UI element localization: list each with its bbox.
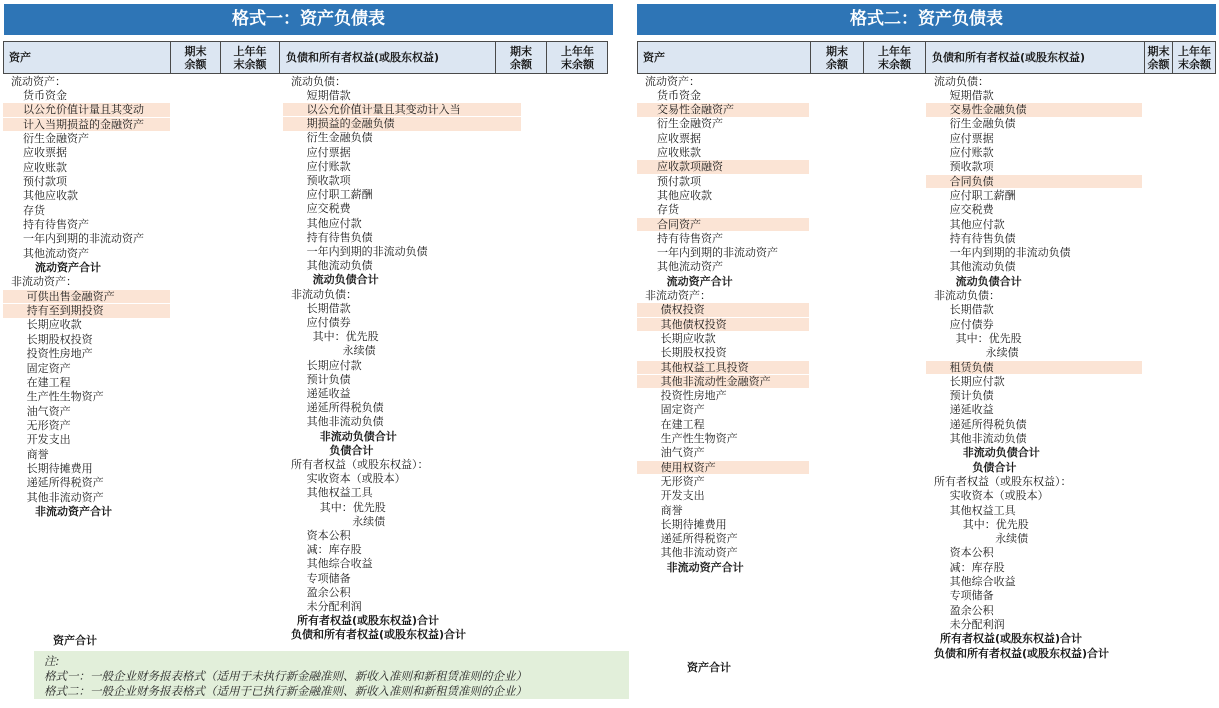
format2-liability-row: 所有者权益（或股东权益）： bbox=[934, 474, 1072, 488]
format1-asset-row: 一年内到期的非流动资产 bbox=[23, 232, 144, 246]
format2-liability-row: 预收款项 bbox=[949, 160, 994, 174]
format1-liability-row: 应付票据 bbox=[306, 145, 351, 159]
format2-liability-row: 其他流动负债 bbox=[949, 260, 1016, 274]
format1-header-end: 期末 余额 bbox=[170, 42, 220, 73]
format2-asset-row: 其他非流动资产 bbox=[660, 546, 738, 560]
format1-liability-row: 负债和所有者权益(或股东权益)合计 bbox=[291, 628, 467, 642]
format1-asset-row: 长期应收款 bbox=[26, 318, 82, 332]
format2-liability-row: 减：库存股 bbox=[949, 560, 1005, 574]
format2-header-prev: 上年年 末余额 bbox=[863, 42, 925, 73]
format2-title: 格式二：资产负债表 bbox=[637, 4, 1216, 35]
format2-asset-row: 长期股权投资 bbox=[660, 346, 727, 360]
note-line-2: 格式二：一般企业财务报表格式（适用于已执行新金融准则、新收入准则和新租赁准则的企业） bbox=[44, 684, 527, 698]
format2-asset-row: 递延所得税资产 bbox=[660, 532, 738, 546]
format1-asset-row: 长期股权投资 bbox=[26, 332, 93, 346]
format1-liability-row: 所有者权益（或股东权益）： bbox=[291, 457, 429, 471]
format1-asset-row: 非流动资产合计 bbox=[35, 505, 112, 518]
format2-asset-row: 其他权益工具投资 bbox=[637, 361, 809, 375]
format2-liability-row: 应付职工薪酬 bbox=[949, 188, 1016, 202]
format1-asset-row: 可供出售金融资产 bbox=[3, 290, 170, 304]
format1-asset-row: 非流动资产： bbox=[11, 275, 77, 289]
format1-liability-row: 应交税费 bbox=[306, 202, 351, 216]
format1-asset-row: 衍生金融资产 bbox=[23, 131, 89, 145]
format2-asset-row: 其他应收款 bbox=[657, 188, 712, 202]
format1-asset-row: 其他应收款 bbox=[23, 189, 78, 203]
format2-asset-row: 在建工程 bbox=[660, 417, 705, 431]
format1-liability-row: 非流动负债： bbox=[291, 287, 357, 301]
format2-asset-row: 生产性生物资产 bbox=[660, 432, 738, 445]
format1-asset-row bbox=[3, 577, 170, 591]
format1-liability-row: 未分配利润 bbox=[306, 599, 362, 613]
format1-asset-row bbox=[3, 548, 170, 562]
note-box bbox=[34, 651, 629, 699]
format1-asset-row bbox=[3, 534, 170, 548]
format2-liability-row: 应交税费 bbox=[949, 203, 994, 217]
format2-asset-row: 其他债权投资 bbox=[637, 318, 809, 332]
format2-liability-row: 专项储备 bbox=[949, 589, 994, 603]
format2-asset-row: 债权投资 bbox=[637, 303, 809, 317]
format1-asset-row: 其他非流动资产 bbox=[26, 490, 104, 504]
format1-asset-row: 递延所得税资产 bbox=[26, 476, 104, 490]
format1-header-prev-b: 上年年 末余额 bbox=[546, 42, 608, 73]
format1-asset-row: 应收票据 bbox=[23, 146, 67, 160]
format2-liability-row: 递延收益 bbox=[949, 403, 994, 417]
format1-asset-row: 固定资产 bbox=[26, 361, 71, 375]
format1-asset-row: 持有至到期投资 bbox=[3, 304, 170, 318]
format2-liability-row: 其他非流动负债 bbox=[949, 432, 1027, 445]
format1-liability-row: 递延所得税负债 bbox=[306, 401, 384, 415]
format1-asset-row: 应收账款 bbox=[23, 160, 67, 174]
format2-liability-row: 未分配利润 bbox=[949, 617, 1005, 631]
format2-liability-row: 应付债券 bbox=[949, 317, 994, 331]
format1-liability-row: 其中：优先股 bbox=[319, 500, 386, 514]
format2-liability-row: 合同负债 bbox=[926, 175, 1142, 189]
format2-asset-row: 商誉 bbox=[660, 503, 683, 517]
format2-asset-row bbox=[637, 604, 809, 618]
format2-liability-row: 其他应付款 bbox=[949, 217, 1005, 231]
format1-asset-row bbox=[3, 591, 170, 605]
format1-liability-row: 其他权益工具 bbox=[306, 486, 373, 500]
format2-asset-row: 长期待摊费用 bbox=[660, 517, 727, 531]
format1-asset-row: 无形资产 bbox=[26, 418, 71, 432]
format1-liability-row: 应付职工薪酬 bbox=[306, 188, 373, 202]
note-label: 注: bbox=[44, 654, 60, 668]
format2-header-liab: 负债和所有者权益(或股东权益) bbox=[925, 42, 1138, 73]
format1-header-end-b: 期末 余额 bbox=[495, 42, 546, 73]
format1-header bbox=[3, 41, 608, 74]
format2-asset-row: 衍生金融资产 bbox=[657, 117, 723, 131]
format1-liability-row: 实收资本（或股本） bbox=[306, 472, 406, 486]
format1-liability-row: 流动负债合计 bbox=[312, 273, 379, 287]
format1-asset-row: 油气资产 bbox=[26, 404, 71, 418]
format2-header-end-b: 期末 余额 bbox=[1144, 42, 1172, 73]
format1-title: 格式一：资产负债表 bbox=[4, 4, 613, 35]
format2-asset-row: 无形资产 bbox=[660, 474, 705, 488]
format2-liability-row: 交易性金融负债 bbox=[926, 103, 1142, 117]
format1-liability-row: 其他非流动负债 bbox=[306, 415, 384, 429]
format2-liability-row: 负债合计 bbox=[972, 460, 1017, 474]
format2-liability-row: 盈余公积 bbox=[949, 603, 994, 617]
format2-liability-row: 应付账款 bbox=[949, 146, 994, 159]
format1-liability-row: 其中：优先股 bbox=[312, 330, 379, 344]
format1-liability-row: 永续债 bbox=[342, 344, 376, 358]
format2-asset-row bbox=[637, 647, 809, 661]
format2-asset-row: 其他非流动性金融资产 bbox=[637, 375, 809, 389]
format2-liability-row: 递延所得税负债 bbox=[949, 417, 1027, 431]
format2-liability-row: 其他综合收益 bbox=[949, 575, 1016, 588]
format1-liability-row: 一年内到期的非流动负债 bbox=[306, 244, 428, 258]
format2-liability-row: 非流动负债合计 bbox=[962, 446, 1040, 460]
format1-liability-row: 非流动负债合计 bbox=[319, 429, 397, 443]
format1-liability-row: 资本公积 bbox=[306, 528, 351, 542]
format2-liability-row: 其中：优先股 bbox=[962, 517, 1029, 531]
format2-asset-row: 应收款项融资 bbox=[637, 160, 809, 174]
format1-header-liab: 负债和所有者权益(或股东权益) bbox=[279, 42, 496, 73]
format2-asset-row: 流动资产： bbox=[645, 74, 700, 88]
format1-liability-row: 流动负债： bbox=[291, 74, 346, 88]
format2-liability-row: 非流动负债： bbox=[934, 289, 1000, 302]
format2-asset-row: 交易性金融资产 bbox=[637, 103, 809, 117]
format1-asset-row: 持有待售资产 bbox=[23, 218, 89, 231]
format2-asset-row: 非流动资产： bbox=[645, 289, 711, 302]
note-line-1: 格式一：一般企业财务报表格式（适用于未执行新金融准则、新收入准则和新租赁准则的企业） bbox=[44, 669, 527, 683]
format2-liability-row: 短期借款 bbox=[949, 88, 994, 102]
format2-liability-row: 应付票据 bbox=[949, 131, 994, 145]
format1-asset-row bbox=[3, 605, 170, 619]
format1-liability-row: 长期应付款 bbox=[306, 358, 362, 372]
format1-asset-row: 长期待摊费用 bbox=[26, 461, 93, 475]
format1-liability-row: 其他流动负债 bbox=[306, 259, 373, 273]
format2-asset-row: 其他流动资产 bbox=[657, 260, 723, 274]
format1-liability-row: 减：库存股 bbox=[306, 543, 362, 557]
format1-asset-row: 存货 bbox=[23, 203, 45, 217]
format2-asset-row: 开发支出 bbox=[660, 489, 705, 503]
format1-liability-row: 预收款项 bbox=[306, 173, 351, 187]
format1-asset-row: 预付款项 bbox=[23, 174, 67, 188]
format1-header-assets: 资产 bbox=[9, 51, 31, 64]
format2-asset-row: 投资性房地产 bbox=[660, 389, 727, 403]
format2-liability-row: 资本公积 bbox=[949, 546, 994, 560]
format1-liability-row: 负债合计 bbox=[329, 443, 374, 457]
format1-asset-row: 生产性生物资产 bbox=[26, 390, 104, 404]
format2-asset-row bbox=[637, 618, 809, 632]
format1-liability-row: 短期借款 bbox=[306, 88, 351, 102]
format1-asset-row: 投资性房地产 bbox=[26, 347, 93, 361]
format1-liability-row: 预计负债 bbox=[306, 372, 351, 386]
format2-asset-row: 油气资产 bbox=[660, 446, 705, 460]
format1-liability-row: 所有者权益(或股东权益)合计 bbox=[297, 614, 440, 628]
format2-asset-row: 预付款项 bbox=[657, 174, 701, 188]
format2-liability-row: 一年内到期的非流动负债 bbox=[949, 246, 1071, 260]
format2-liability-row: 租赁负债 bbox=[926, 361, 1142, 375]
format1-asset-row: 其他流动资产 bbox=[23, 246, 89, 260]
format2-liability-row: 长期应付款 bbox=[949, 374, 1005, 388]
format1-liability-row: 以公允价值计量且其变动计入当 bbox=[283, 103, 521, 117]
format1-liability-row: 应付账款 bbox=[306, 159, 351, 173]
format2-asset-row bbox=[637, 589, 809, 603]
format1-asset-row bbox=[3, 519, 170, 533]
format1-liability-row: 其他应付款 bbox=[306, 216, 362, 230]
format2-header-prev-b: 上年年 末余额 bbox=[1172, 42, 1216, 73]
format1-asset-row bbox=[3, 562, 170, 576]
format2-asset-row: 合同资产 bbox=[637, 218, 809, 232]
format2-liability-row: 流动负债合计 bbox=[955, 274, 1022, 288]
format2-liability-row: 永续债 bbox=[985, 346, 1019, 360]
format2-asset-row bbox=[637, 632, 809, 646]
format1-liability-row: 应付债券 bbox=[306, 315, 351, 329]
format2-asset-row: 应收账款 bbox=[657, 146, 701, 159]
format1-asset-row: 以公允价值计量且其变动 bbox=[3, 103, 170, 117]
format2-liability-row: 衍生金融负债 bbox=[949, 117, 1016, 131]
format2-asset-row bbox=[637, 575, 809, 589]
format1-panel bbox=[4, 4, 613, 35]
format2-liability-row: 负债和所有者权益(或股东权益)合计 bbox=[934, 646, 1110, 660]
format1-liability-row: 衍生金融负债 bbox=[306, 131, 373, 145]
format1-liability-row: 长期借款 bbox=[306, 301, 351, 315]
format2-asset-row: 应收票据 bbox=[657, 131, 701, 145]
format2-header-assets: 资产 bbox=[643, 51, 665, 64]
format2-asset-row: 持有待售资产 bbox=[657, 231, 723, 245]
format2-liability-row: 预计负债 bbox=[949, 389, 994, 403]
format1-liability-row: 盈余公积 bbox=[306, 585, 351, 599]
format2-asset-row: 流动资产合计 bbox=[666, 274, 733, 288]
format1-header-prev: 上年年 末余额 bbox=[220, 42, 279, 73]
format1-asset-row: 在建工程 bbox=[26, 375, 71, 389]
format2-asset-row: 固定资产 bbox=[660, 403, 705, 417]
format2-liability-row: 持有待售负债 bbox=[949, 231, 1016, 245]
format2-liability-row: 流动负债： bbox=[934, 74, 989, 88]
format1-liability-row: 专项储备 bbox=[306, 571, 351, 585]
format1-asset-row: 流动资产： bbox=[11, 74, 66, 88]
format1-liability-row: 持有待售负债 bbox=[306, 230, 373, 244]
format2-liability-row: 实收资本（或股本） bbox=[949, 489, 1049, 503]
format2-header-end: 期末 余额 bbox=[810, 42, 863, 73]
format2-asset-row: 存货 bbox=[657, 203, 679, 217]
format2-liability-row: 其他权益工具 bbox=[949, 503, 1016, 517]
format2-liability-row: 所有者权益(或股东权益)合计 bbox=[940, 632, 1083, 646]
format1-liability-row: 永续债 bbox=[352, 514, 386, 528]
format1-asset-row: 资产合计 bbox=[53, 634, 97, 648]
format1-liability-row: 期损益的金融负债 bbox=[283, 117, 521, 131]
format1-asset-row: 开发支出 bbox=[26, 433, 71, 447]
format2-asset-row: 资产合计 bbox=[687, 660, 731, 674]
format2-asset-row: 使用权资产 bbox=[637, 461, 809, 475]
format1-asset-row bbox=[3, 620, 170, 634]
format2-asset-row: 非流动资产合计 bbox=[666, 560, 744, 574]
format2-asset-row: 货币资金 bbox=[657, 88, 701, 102]
format2-header bbox=[637, 41, 1216, 74]
format2-asset-row: 长期应收款 bbox=[660, 331, 716, 345]
format2-liability-row: 永续债 bbox=[995, 532, 1029, 546]
format1-asset-row: 流动资产合计 bbox=[35, 261, 101, 275]
format1-asset-row: 商誉 bbox=[26, 447, 49, 461]
format2-liability-row: 长期借款 bbox=[949, 303, 994, 317]
format2-panel bbox=[637, 4, 1216, 35]
format1-asset-row: 计入当期损益的金融资产 bbox=[3, 118, 170, 132]
format1-liability-row: 递延收益 bbox=[306, 386, 351, 400]
format1-liability-row: 其他综合收益 bbox=[306, 557, 373, 571]
format1-asset-row: 货币资金 bbox=[23, 88, 67, 102]
format2-asset-row: 一年内到期的非流动资产 bbox=[657, 246, 778, 260]
format2-liability-row: 其中：优先股 bbox=[955, 331, 1022, 345]
